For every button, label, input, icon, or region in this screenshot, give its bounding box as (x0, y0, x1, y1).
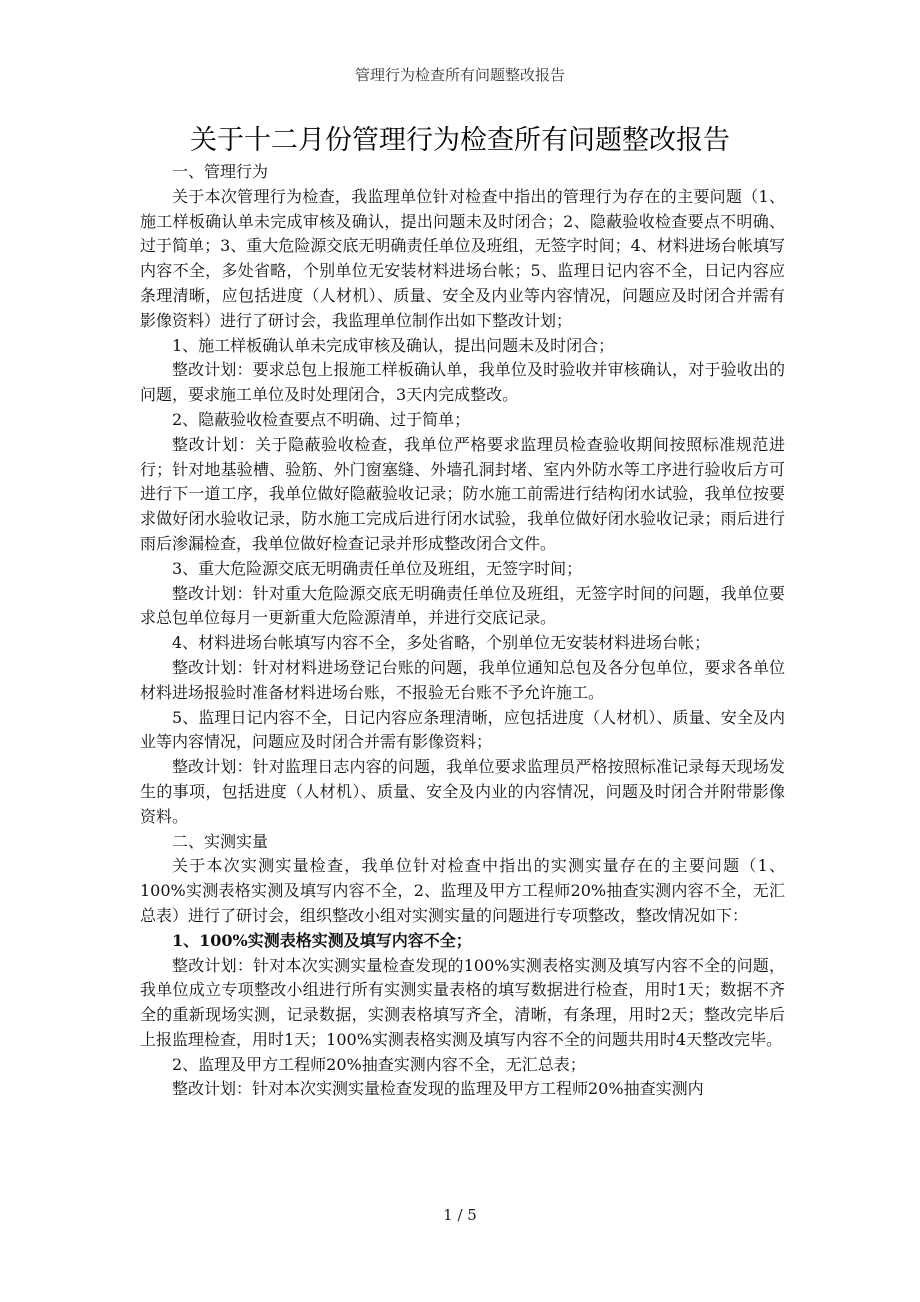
rectification-plan: 整改计划：关于隐蔽验收检查，我单位严格要求监理员检查验收期间按照标准规范进行；针对地基验槽、验筋、外门窗塞缝、外墙孔洞封堵、室内外防水等工序进行验收后方可进行下一道工序，我单位做好隐蔽验收记录；防水施工前需进行结构闭水试验，我单位按要求做好闭水验收记录，防水施工完成后进行闭水试验，我单位做好闭水验收记录；雨后进行雨后渗漏检查，我单位做好检查记录并形成整改闭合文件。 (140, 434, 785, 553)
rectification-plan: 整改计划：针对材料进场登记台账的问题，我单位通知总包及各分包单位，要求各单位材料进场报验时准备材料进场台账，不报验无台账不予允许施工。 (140, 657, 785, 702)
issue-item: 2、监理及甲方工程师20%抽查实测内容不全，无汇总表； (172, 1054, 586, 1074)
section-heading-management: 一、管理行为 (172, 162, 269, 181)
issue-item: 4、材料进场台帐填写内容不全，多处省略，个别单位无安装材料进场台帐； (172, 633, 711, 653)
section-heading-measurement: 二、实测实量 (172, 831, 269, 851)
issue-item: 1、施工样板确认单未完成审核及确认，提出问题未及时闭合； (172, 335, 615, 355)
document-title: 关于十二月份管理行为检查所有问题整改报告 (190, 125, 730, 156)
running-header: 管理行为检查所有问题整改报告 (354, 66, 565, 84)
rectification-plan: 整改计划：针对重大危险源交底无明确责任单位及班组，无签字时间的问题，我单位要求总包单位每月一更新重大危险源清单，并进行交底记录。 (140, 583, 785, 628)
paragraph: 关于本次实测实量检查，我单位针对检查中指出的实测实量存在的主要问题（1、100%实测表格实测及填写内容不全，2、监理及甲方工程师20%抽查实测内容不全，无汇总表）进行了研讨会，组织整改小组对实测实量的问题进行专项整改，整改情况如下： (140, 856, 785, 925)
rectification-plan: 整改计划：要求总包上报施工样板确认单，我单位及时验收并审核确认，对于验收出的问题，要求施工单位及时处理闭合，3天内完成整改。 (140, 360, 785, 405)
paragraph: 关于本次管理行为检查，我监理单位针对检查中指出的管理行为存在的主要问题（1、施工样板确认单未完成审核及确认，提出问题未及时闭合；2、隐蔽验收检查要点不明确、过于简单；3、重大危险源交底无明确责任单位及班组，无签字时间；4、材料进场台帐填写内容不全，多处省略，个别单位无安装材料进场台帐；5、监理日记内容不全，日记内容应条理清晰，应包括进度（人材机）、质量、安全及内业等内容情况，问题应及时闭合并需有影像资料）进行了研讨会，我监理单位制作出如下整改计划； (140, 186, 785, 330)
document-body (140, 160, 785, 1102)
issue-item: 5、监理日记内容不全，日记内容应条理清晰，应包括进度（人材机）、质量、安全及内业等内容情况，问题应及时闭合并需有影像资料； (140, 707, 785, 752)
rectification-plan: 整改计划：针对本次实测实量检查发现的100%实测表格实测及填写内容不全的问题，我单位成立专项整改小组进行所有实测实量表格的填写数据进行检查，用时1天；数据不齐全的重新现场实测，记录数据，实测表格填写齐全，清晰，有条理，用时2天；整改完毕后上报监理检查，用时1天；100%实测表格实测及填写内容不全的问题共用时4天整改完毕。 (140, 955, 785, 1049)
issue-item: 1、100%实测表格实测及填写内容不全； (172, 930, 472, 950)
issue-item: 3、重大危险源交底无明确责任单位及班组，无签字时间； (172, 558, 583, 578)
page-indicator: 1 / 5 (443, 1206, 477, 1224)
issue-item: 2、隐蔽验收检查要点不明确、过于简单； (172, 409, 471, 429)
rectification-plan: 整改计划：针对本次实测实量检查发现的监理及甲方工程师20%抽查实测内 (172, 1079, 704, 1099)
rectification-plan: 整改计划：针对监理日志内容的问题，我单位要求监理员严格按照标准记录每天现场发生的事项，包括进度（人材机）、质量、安全及内业的内容情况，问题及时闭合并附带影像资料。 (140, 757, 785, 826)
